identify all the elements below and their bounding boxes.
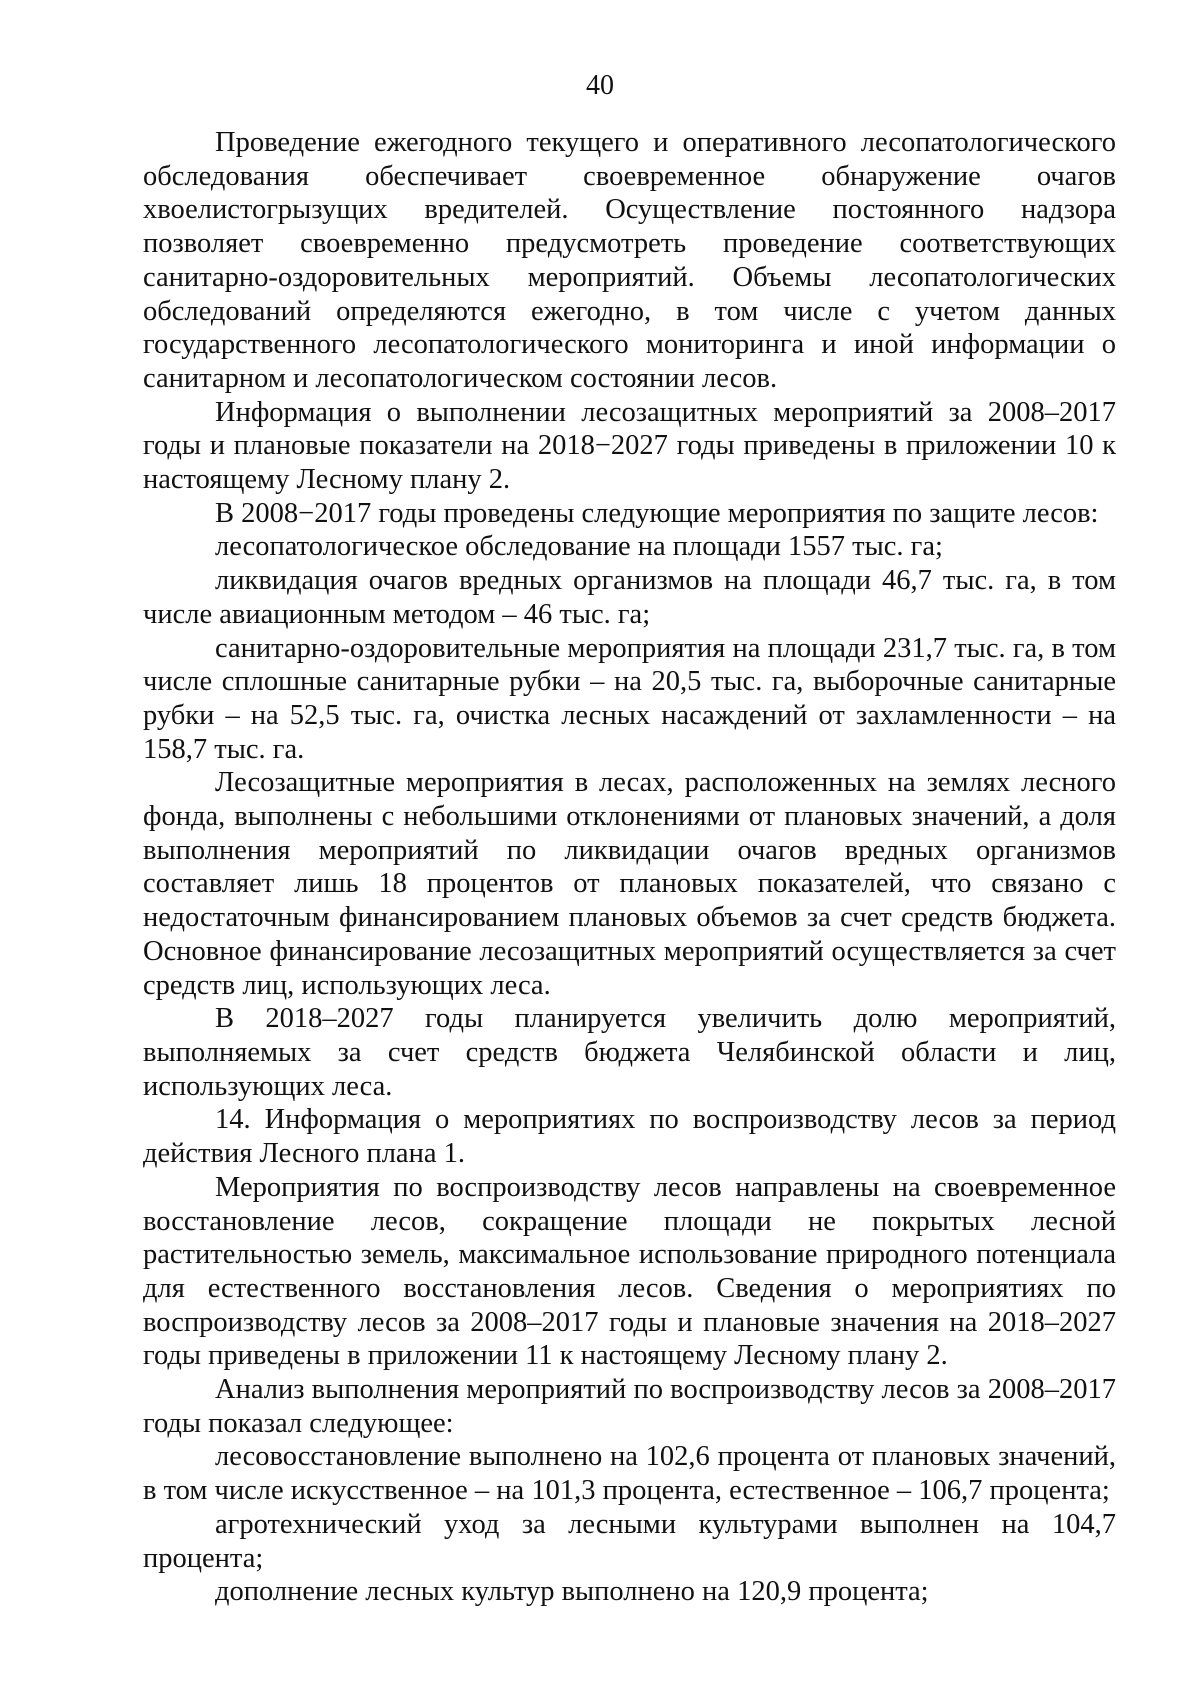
- paragraph-pest-elimination: ликвидация очагов вредных организмов на площади 46,7 тыс. га, в том числе авиационным методом – 46 тыс. га;: [143, 565, 1116, 630]
- page-number: 40: [586, 70, 614, 101]
- paragraph-reproduction-goals: Мероприятия по воспроизводству лесов направлены на своевременное восстановление лесов, сокращение площади не покрытых лесной растительностью земель, максимальное использование природного потенциала для естественного восстановления лесов. Сведения о мероприятиях по воспроизводству лесов за 2008–2017 годы и плановые значения на 2018–2027 годы приведены в приложении 11 к настоящему Лесному плану 2.: [143, 1171, 1116, 1372]
- paragraph-protection-deviation: Лесозащитные мероприятия в лесах, расположенных на землях лесного фонда, выполнены с небольшими отклонениями от плановых значений, а доля выполнения мероприятий по ликвидации очагов вредных организмов составляет лишь 18 процентов от плановых показателей, что связано с недостаточным финансированием плановых объемов за счет средств бюджета. Основное финансирование лесозащитных мероприятий осуществляется за счет средств лиц, использующих леса.: [143, 767, 1116, 1001]
- paragraph-sanitary-measures: санитарно-оздоровительные мероприятия на площади 231,7 тыс. га, в том числе сплошные санитарные рубки – на 20,5 тыс. га, выборочные санитарные рубки – на 52,5 тыс. га, очистка лесных насаждений от захламленности – на 158,7 тыс. га.: [143, 632, 1116, 765]
- paragraph-forest-crop-supplement: дополнение лесных культур выполнено на 120,9 процента;: [215, 1576, 929, 1608]
- paragraph-protection-measures-intro: В 2008−2017 годы проведены следующие мероприятия по защите лесов:: [215, 497, 1099, 529]
- paragraph-reproduction-analysis: Анализ выполнения мероприятий по воспроизводству лесов за 2008–2017 годы показал следующее:: [143, 1374, 1116, 1439]
- document-body: [143, 126, 1116, 1609]
- paragraph-forest-pathology-survey: Проведение ежегодного текущего и оперативного лесопатологического обследования обеспечивает своевременное обнаружение очагов хвоелистогрызущих вредителей. Осуществление постоянного надзора позволяет своевременно предусмотреть проведение соответствующих санитарно-оздоровительных мероприятий. Объемы лесопатологических обследований определяются ежегодно, в том числе с учетом данных государственного лесопатологического мониторинга и иной информации о санитарном и лесопатологическом состоянии лесов.: [143, 127, 1116, 394]
- paragraph-protection-plans: В 2018–2027 годы планируется увеличить долю мероприятий, выполняемых за счет средств бюджета Челябинской области и лиц, использующих леса.: [143, 1003, 1116, 1102]
- paragraph-reforestation-result: лесовосстановление выполнено на 102,6 процента от плановых значений, в том числе искусственное – на 101,3 процента, естественное – 106,7 процента;: [143, 1441, 1116, 1507]
- paragraph-agrotechnical-care: агротехнический уход за лесными культурами выполнен на 104,7 процента;: [143, 1508, 1116, 1574]
- section-heading-reproduction: 14. Информация о мероприятиях по воспроизводству лесов за период действия Лесного плана 1.: [143, 1104, 1116, 1170]
- paragraph-pathology-survey-area: лесопатологическое обследование на площади 1557 тыс. га;: [215, 531, 943, 563]
- paragraph-forest-protection-info: Информация о выполнении лесозащитных мероприятий за 2008–2017 годы и плановые показатели на 2018−2027 годы приведены в приложении 10 к настоящему Лесному плану 2.: [143, 396, 1116, 496]
